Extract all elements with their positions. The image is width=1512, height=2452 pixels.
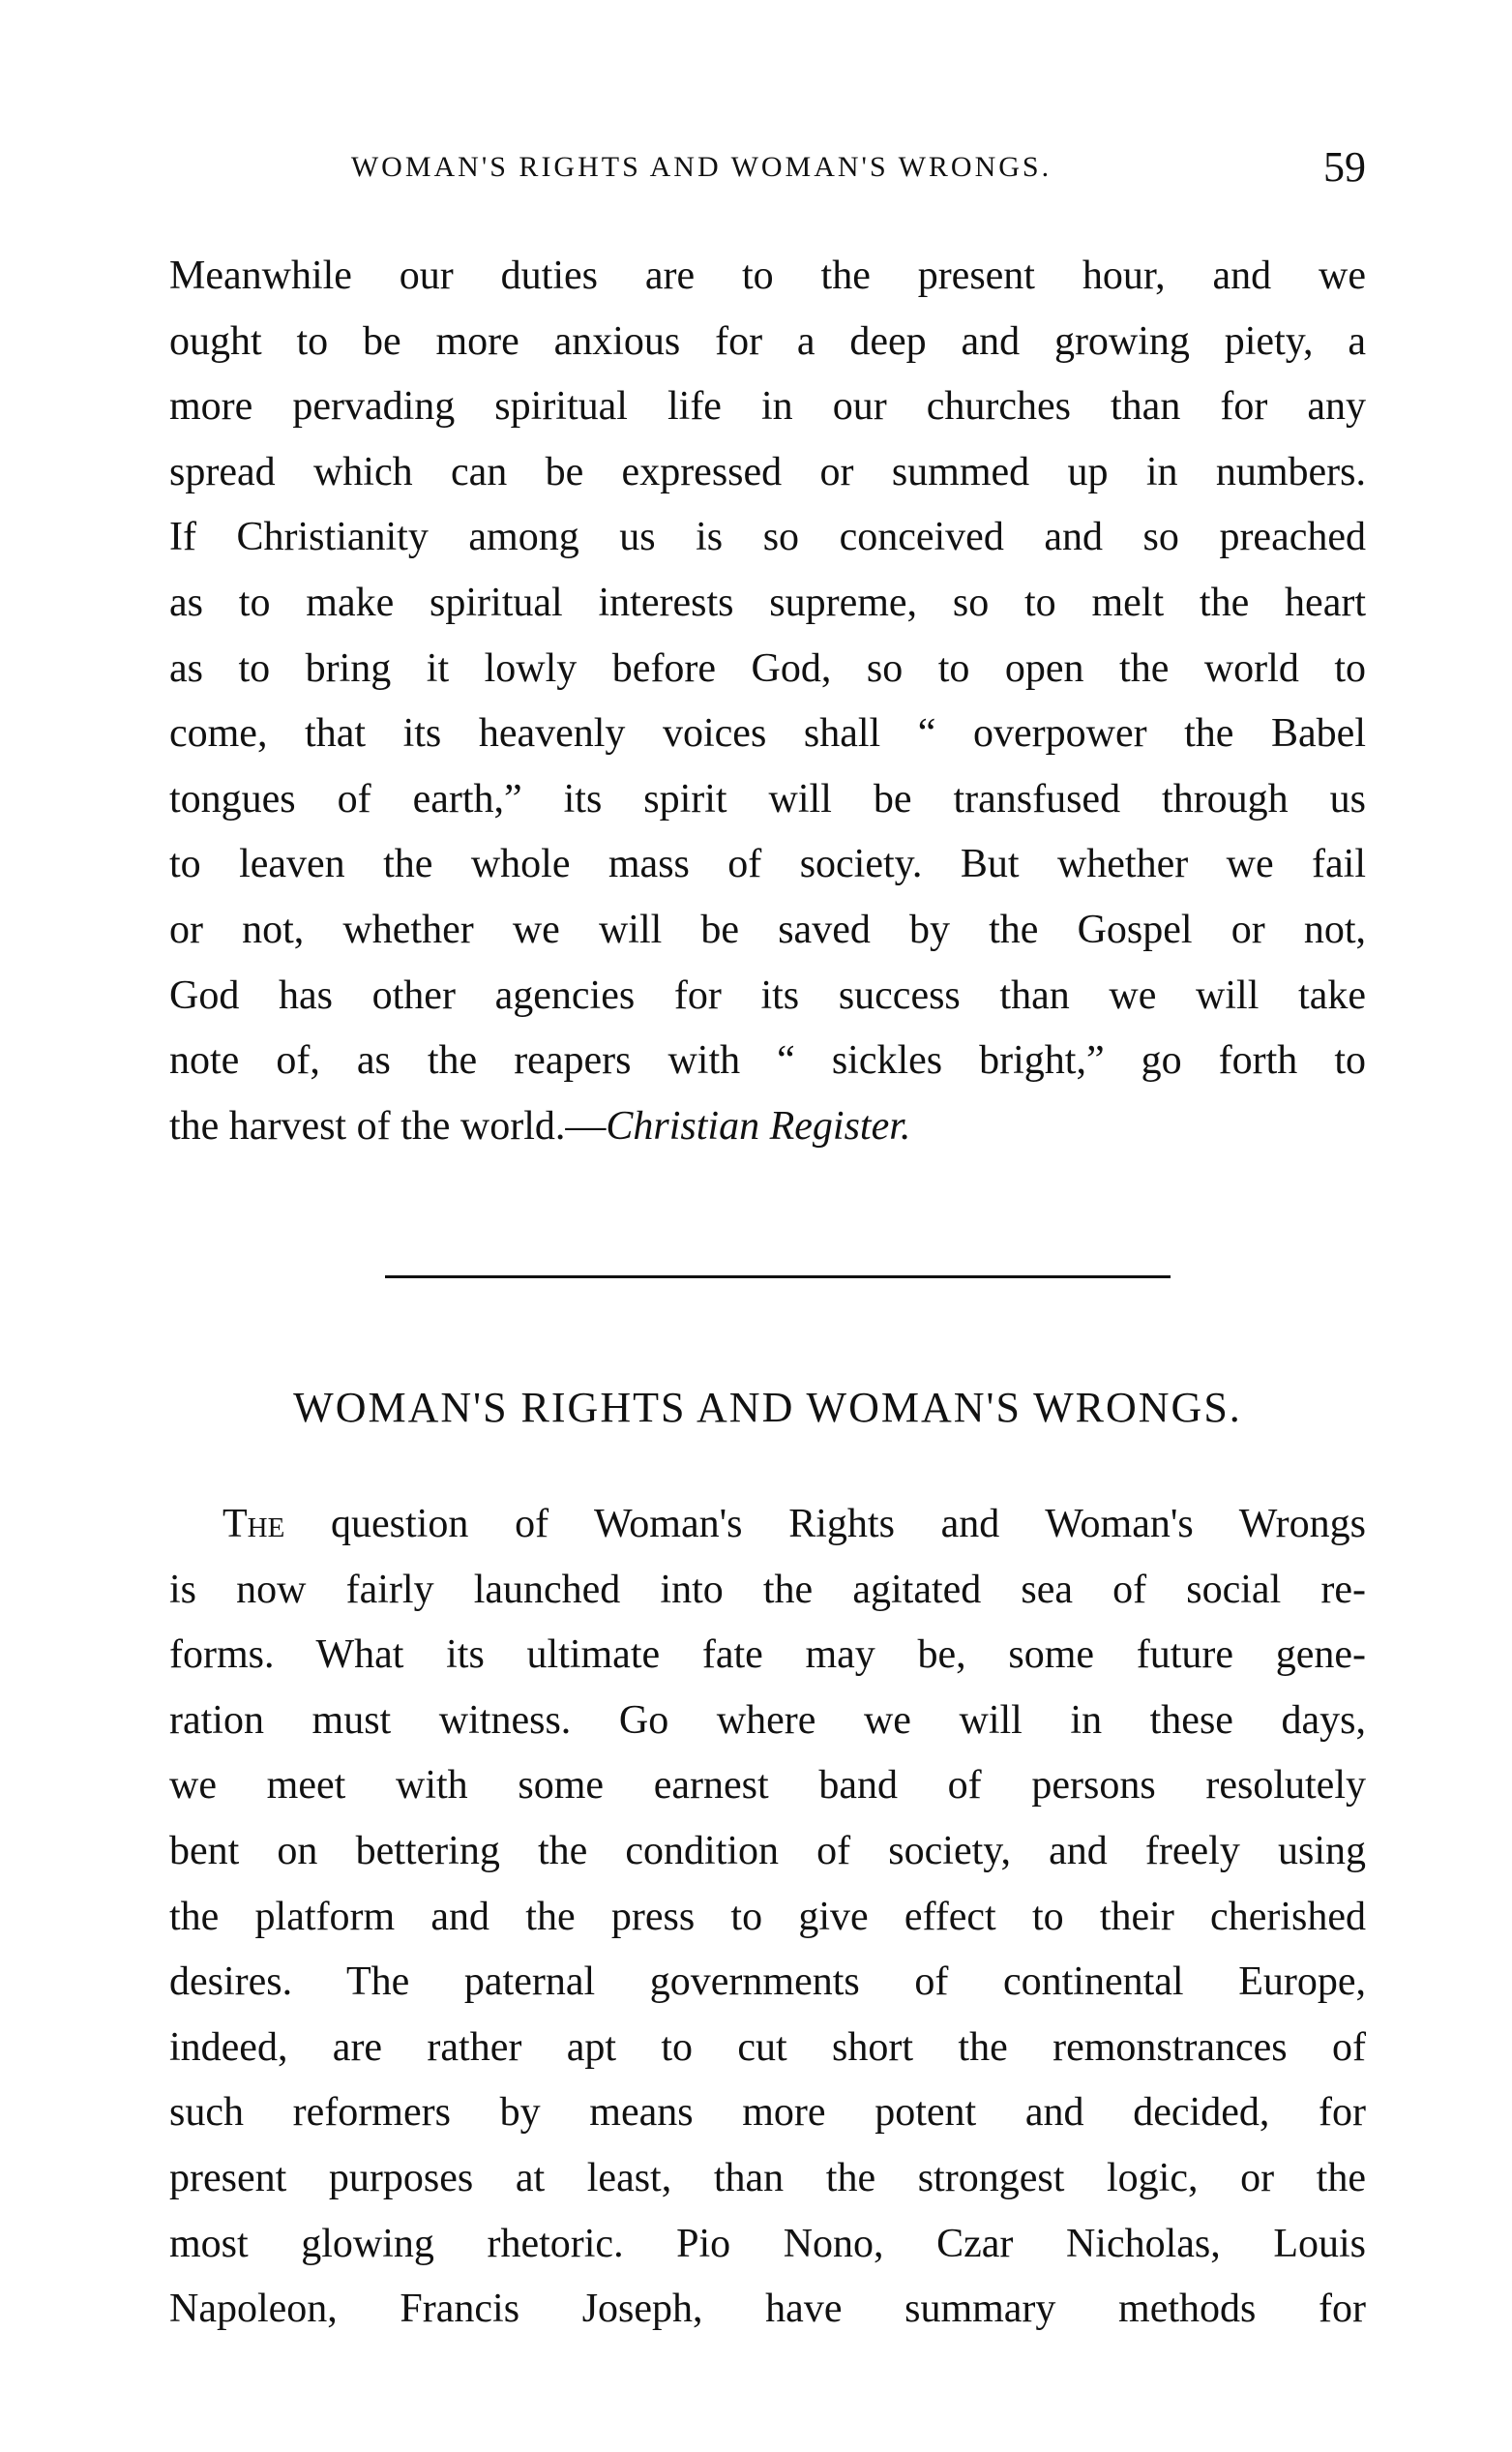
article-first-word: The [222,1502,285,1546]
article-first-line-rest: question of Woman's Rights and Woman's Wrongs [284,1502,1366,1546]
text-line: come, that its heavenly voices shall “ overpower the Babel [169,711,1366,757]
text-line: indeed, are rather apt to cut short the remonstrances of [169,2024,1366,2070]
text-line: ought to be more anxious for a deep and growing piety, a [169,318,1366,364]
text-line [169,1492,1366,1558]
section-divider [385,1275,1171,1278]
text-line: desires. The paternal governments of continental Europe, [169,1959,1366,2005]
text-line: the platform and the press to give effect to their cherished [169,1894,1366,1939]
source-citation: Christian Register. [606,1103,911,1149]
text-line: most glowing rhetoric. Pio Nono, Czar Nicholas, Louis [169,2221,1366,2266]
running-head [169,143,1366,192]
text-line: note of, as the reapers with “ sickles bright,” go forth to [169,1038,1366,1084]
article-heading: WOMAN'S RIGHTS AND WOMAN'S WRONGS. [293,1384,1242,1431]
text-line: bent on bettering the condition of society, and freely using [169,1828,1366,1873]
first-passage [169,244,1366,1159]
text-line: such reformers by means more potent and decided, for [169,2090,1366,2136]
text-line: Meanwhile our duties are to the present hour, and we [169,254,1366,298]
text-line: present purposes at least, than the strongest logic, or the [169,2155,1366,2200]
text-line: is now fairly launched into the agitated sea of social re- [169,1567,1366,1612]
text-line: spread which can be expressed or summed up in numbers. [169,449,1366,494]
text-line: we meet with some earnest band of persons resolutely [169,1763,1366,1809]
text-line: as to make spiritual interests supreme, so to melt the heart [169,580,1366,625]
text-line: as to bring it lowly before God, so to open the world to [169,645,1366,691]
text-line: God has other agencies for its success than we will take [169,972,1366,1018]
last-line-text: the harvest of the world.— [169,1103,607,1149]
text-line: to leaven the whole mass of society. But whether we fail [169,842,1366,887]
text-line: forms. What its ultimate fate may be, some future gene- [169,1632,1366,1678]
page-number: 59 [1323,143,1366,191]
text-line: or not, whether we will be saved by the Gospel or not, [169,907,1366,952]
text-line [169,1094,1366,1160]
text-line: more pervading spiritual life in our churches than for any [169,384,1366,430]
text-line: Napoleon, Francis Joseph, have summary methods for [169,2287,1366,2332]
running-title: WOMAN'S RIGHTS AND WOMAN'S WRONGS. [350,151,1052,183]
article-body [169,1492,1366,2343]
text-line: ration must witness. Go where we will in these days, [169,1697,1366,1743]
text-line: If Christianity among us is so conceived and so preached [169,515,1366,560]
text-line: tongues of earth,” its spirit will be transfused through us [169,776,1366,822]
